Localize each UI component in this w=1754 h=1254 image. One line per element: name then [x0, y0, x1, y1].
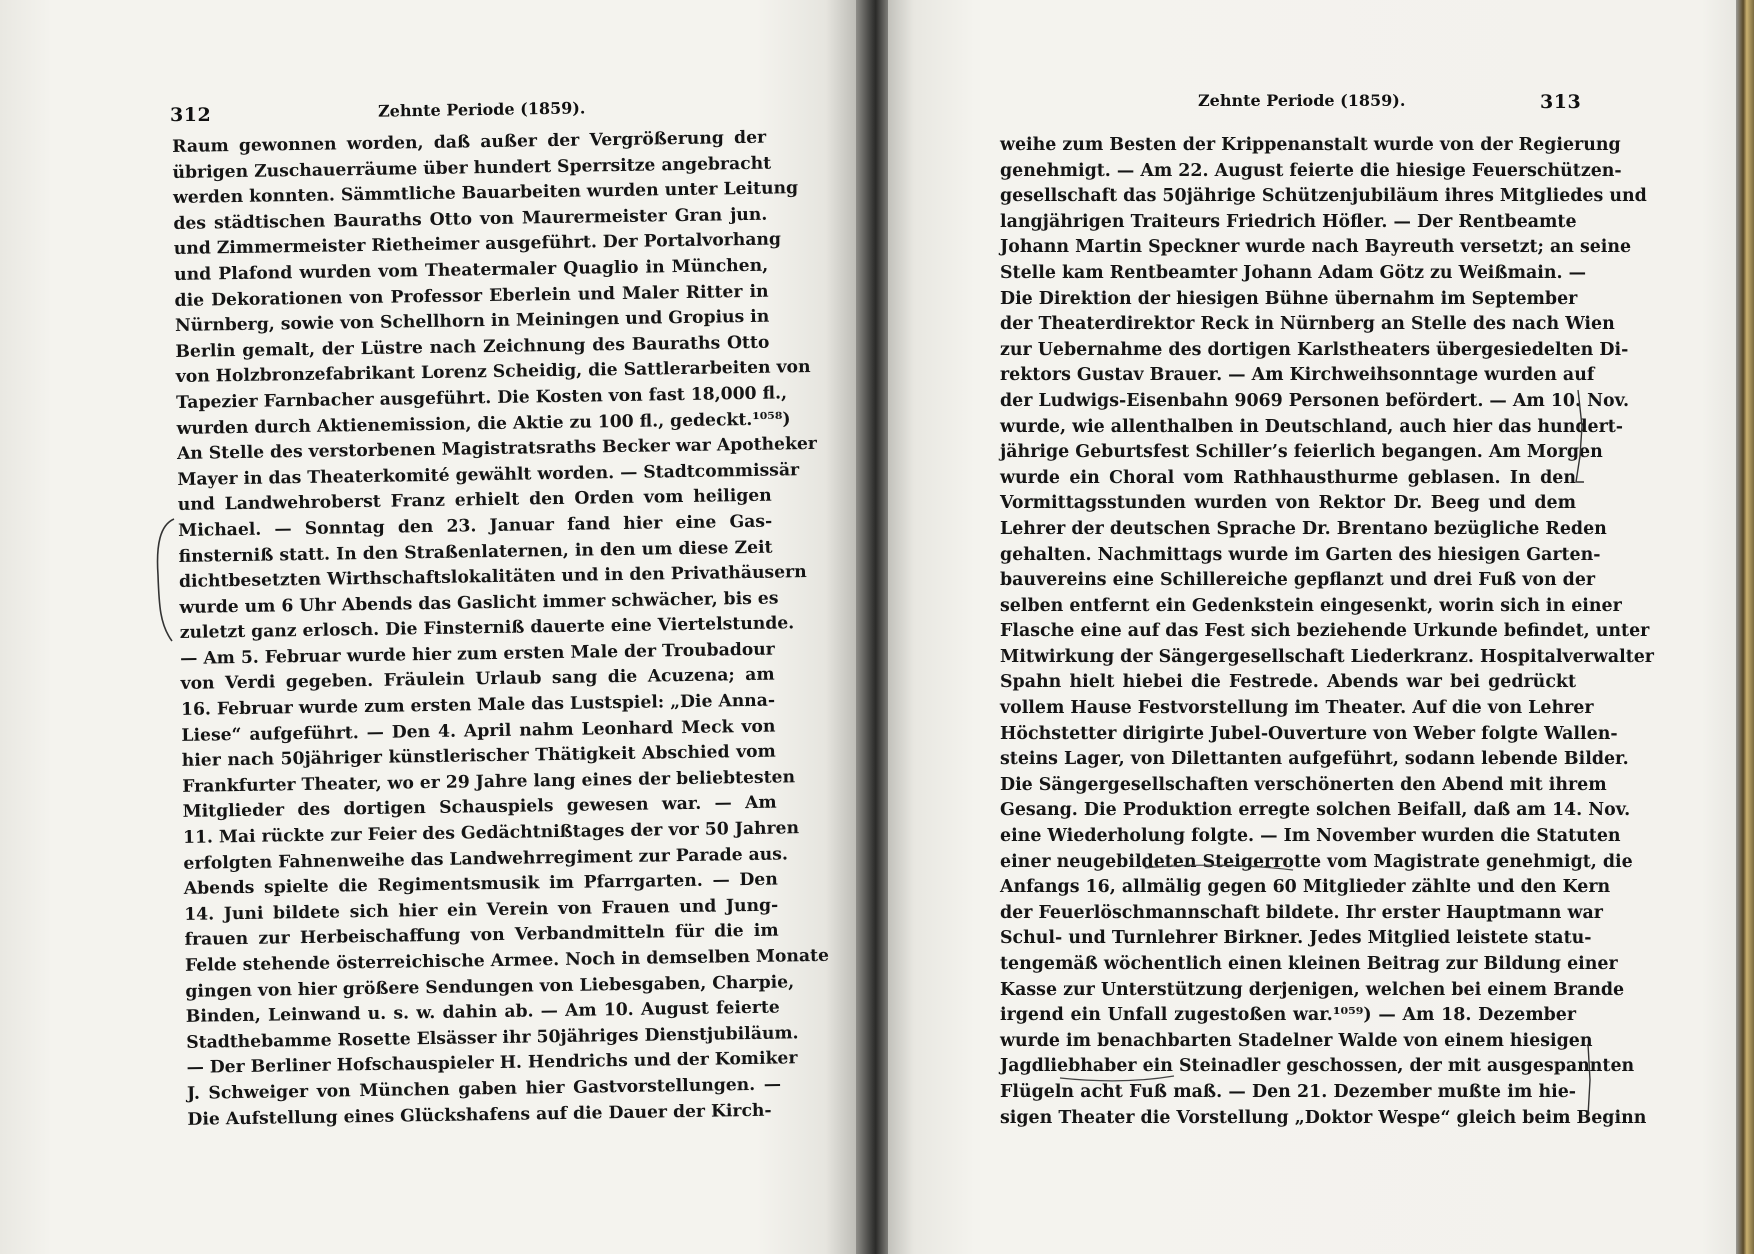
- text-line: Spahn hielt hiebei die Festrede. Abends war bei gedrückt: [1000, 672, 1576, 693]
- pencil-bracket-mark-right-1: [1574, 386, 1594, 486]
- text-line: jährige Geburtsfest Schiller’s feierlich begangen. Am Morgen: [1000, 442, 1603, 463]
- text-line: frauen zur Herbeischaffung von Verbandmitteln für die im: [184, 920, 779, 951]
- text-line: Anfangs 16, allmälig gegen 60 Mitglieder zählte und den Kern: [1000, 877, 1611, 898]
- text-line: vollem Hause Festvorstellung im Theater. Auf die von Lehrer: [1000, 698, 1594, 719]
- text-line: Mitglieder des dortigen Schauspiels gewesen war. — Am: [182, 793, 777, 823]
- text-line: Jagdliebhaber ein Steinadler geschossen, der mit ausgespannten: [1000, 1056, 1635, 1077]
- text-line: Frankfurter Theater, wo er 29 Jahre lang eines der beliebtesten: [182, 767, 796, 797]
- text-line: gehalten. Nachmittags wurde im Garten des hiesigen Garten-: [1000, 544, 1601, 565]
- text-line: genehmigt. — Am 22. August feierte die hiesige Feuerschützen-: [1000, 160, 1622, 181]
- book-edge: [1736, 0, 1754, 1254]
- text-line: Nürnberg, sowie von Schellhorn in Meiningen und Gropius in: [174, 306, 770, 337]
- left-page-body: [172, 126, 830, 1133]
- text-line: der Ludwigs-Eisenbahn 9069 Personen befördert. — Am 10. Nov.: [1000, 390, 1630, 411]
- text-line: finsterniß statt. In den Straßenlaternen, in den um diese Zeit: [178, 537, 773, 567]
- text-line: selben entfernt ein Gedenkstein eingesenkt, worin sich in einer: [1000, 595, 1622, 616]
- text-line: und Plafond wurden vom Theatermaler Quaglio in München,: [174, 255, 769, 285]
- text-line: wurde um 6 Uhr Abends das Gaslicht immer schwächer, bis es: [179, 588, 779, 618]
- text-line: rektors Gustav Brauer. — Am Kirchweihsonntage wurden auf: [1000, 365, 1595, 386]
- text-line: 14. Juni bildete sich hier ein Verein von Frauen und Jung-: [184, 895, 779, 925]
- text-line: werden konnten. Sämmtliche Bauarbeiten wurden unter Leitung: [172, 178, 799, 209]
- text-line: Die Sängergesellschaften verschönerten den Abend mit ihrem: [1000, 774, 1607, 795]
- text-line: Vormittagsstunden wurden von Rektor Dr. Beeg und dem: [1000, 493, 1576, 514]
- right-page-body: [1000, 133, 1654, 1131]
- text-line: von Verdi gegeben. Fräulein Urlaub sang die Acuzena; am: [180, 665, 775, 695]
- text-line: zur Uebernahme des dortigen Karlstheaters übergesiedelten Di-: [1000, 339, 1629, 360]
- text-line: hier nach 50jähriger künstlerischer Thätigkeit Abschied vom: [181, 741, 776, 772]
- text-line: Johann Martin Speckner wurde nach Bayreuth versetzt; an seine: [1000, 237, 1632, 258]
- text-line: Höchstetter dirigirte Jubel-Ouverture von Weber folgte Wallen-: [1000, 723, 1618, 744]
- text-line: gingen von hier größere Sendungen von Liebesgaben, Charpie,: [185, 971, 795, 1002]
- text-line: Die Aufstellung eines Glückshafens auf die Dauer der Kirch-: [187, 1100, 772, 1130]
- text-line: die Dekorationen von Professor Eberlein und Maler Ritter in: [174, 281, 769, 311]
- text-line: Stelle kam Rentbeamter Johann Adam Götz zu Weißmain. —: [1000, 262, 1587, 283]
- text-line: Flügeln acht Fuß maß. — Den 21. Dezember mußte im hie-: [1000, 1081, 1576, 1102]
- page-number-left: 312: [170, 104, 212, 126]
- text-line: — Am 5. Februar wurde hier zum ersten Male der Troubadour: [180, 639, 775, 669]
- text-line: gesellschaft das 50jährige Schützenjubiläum ihres Mitgliedes und: [1000, 186, 1647, 207]
- text-line: Felde stehende österreichische Armee. Noch in demselben Monate: [184, 945, 830, 976]
- text-line: Gesang. Die Produktion erregte solchen Beifall, daß am 14. Nov.: [1000, 800, 1631, 821]
- text-line: Michael. — Sonntag den 23. Januar fand hier eine Gas-: [178, 511, 773, 541]
- pencil-underline-mark-2: [1058, 1072, 1178, 1086]
- text-line: und Zimmermeister Rietheimer ausgeführt. Der Portalvorhang: [173, 229, 782, 260]
- page-number-right: 313: [1540, 91, 1582, 113]
- text-line: Mayer in das Theaterkomité gewählt worden. — Stadtcommissär: [177, 459, 800, 490]
- text-line: der Theaterdirektor Reck in Nürnberg an Stelle des nach Wien: [1000, 314, 1615, 335]
- text-line: wurde, wie allenthalben in Deutschland, auch hier das hundert-: [1000, 416, 1623, 437]
- text-line: Lehrer der deutschen Sprache Dr. Brentano bezügliche Reden: [1000, 518, 1607, 539]
- text-line: wurde im benachbarten Stadelner Walde von einem hiesigen: [1000, 1030, 1593, 1051]
- text-line: Abends spielte die Regimentsmusik im Pfarrgarten. — Den: [183, 869, 778, 900]
- text-line: eine Wiederholung folgte. — Im November wurden die Statuten: [1000, 826, 1621, 847]
- text-line: von Holzbronzefabrikant Lorenz Scheidig, die Sattlerarbeiten von: [175, 357, 811, 388]
- text-line: Liese“ aufgeführt. — Den 4. April nahm Leonhard Meck von: [181, 716, 776, 746]
- text-line: tengemäß wöchentlich einen kleinen Beitrag zur Bildung einer: [1000, 954, 1618, 974]
- text-line: Die Direktion der hiesigen Bühne übernahm im September: [1000, 288, 1578, 309]
- text-line: wurden durch Aktienemission, die Aktie zu 100 fl., gedeckt.¹⁰⁵⁸): [176, 408, 791, 439]
- text-line: Tapezier Farnbacher ausgeführt. Die Kosten von fast 18,000 fl.,: [176, 383, 788, 413]
- text-line: dichtbesetzten Wirthschaftslokalitäten und in den Privathäusern: [178, 562, 807, 593]
- text-line: Raum gewonnen worden, daß außer der Vergrößerung der: [172, 127, 767, 157]
- text-line: Binden, Leinwand u. s. w. dahin ab. — Am 10. August feierte: [185, 997, 780, 1028]
- text-line: 16. Februar wurde zum ersten Male das Lustspiel: „Die Anna-: [180, 690, 776, 720]
- text-line: Stadthebamme Rosette Elsässer ihr 50jähriges Dienstjubiläum.: [186, 1023, 799, 1053]
- text-line: der Feuerlöschmannschaft bildete. Ihr erster Hauptmann war: [1000, 902, 1603, 923]
- text-line: einer neugebildeten Steigerrotte vom Magistrate genehmigt, die: [1000, 851, 1633, 872]
- text-line: bauvereins eine Schillereiche gepflanzt und drei Fuß von der: [1000, 570, 1596, 591]
- text-line: J. Schweiger von München gaben hier Gastvorstellungen. —: [186, 1074, 782, 1104]
- text-line: — Der Berliner Hofschauspieler H. Hendrichs und der Komiker: [186, 1048, 798, 1079]
- text-line: Kasse zur Unterstützung derjenigen, welchen bei einem Brande: [1000, 979, 1625, 1000]
- text-line: Mitwirkung der Sängergesellschaft Liederkranz. Hospitalverwalter: [1000, 646, 1654, 667]
- left-page: [0, 0, 860, 1254]
- text-line: steins Lager, von Dilettanten aufgeführt, sodann lebende Bilder.: [1000, 749, 1629, 770]
- text-line: des städtischen Bauraths Otto von Maurermeister Gran jun.: [173, 204, 768, 234]
- pencil-bracket-mark: [150, 515, 180, 645]
- right-page: [888, 0, 1754, 1254]
- text-line: sigen Theater die Vorstellung „Doktor Wespe“ gleich beim Beginn: [1000, 1107, 1647, 1128]
- text-line: irgend ein Unfall zugestoßen war.¹⁰⁵⁹) — Am 18. Dezember: [1000, 1005, 1576, 1026]
- text-line: Flasche eine auf das Fest sich beziehende Urkunde befindet, unter: [1000, 621, 1650, 642]
- text-line: weihe zum Besten der Krippenanstalt wurde von der Regierung: [1000, 135, 1621, 155]
- text-line: langjährigen Traiteurs Friedrich Höfler. — Der Rentbeamte: [1000, 211, 1577, 232]
- book-gutter: [856, 0, 892, 1254]
- text-line: zuletzt ganz erlosch. Die Finsterniß dauerte eine Viertelstunde.: [179, 613, 795, 644]
- running-head-right: Zehnte Periode (1859).: [1198, 91, 1406, 110]
- text-line: Berlin gemalt, der Lüstre nach Zeichnung des Bauraths Otto: [175, 332, 770, 362]
- text-line: An Stelle des verstorbenen Magistratsraths Becker war Apotheker: [176, 434, 818, 465]
- pencil-underline-mark: [1143, 862, 1303, 882]
- pencil-bracket-mark-right-2: [1582, 1040, 1598, 1120]
- text-line: übrigen Zuschauerräume über hundert Sperrsitze angebracht: [172, 153, 772, 183]
- running-head-left: Zehnte Periode (1859).: [377, 98, 586, 121]
- text-line: und Landwehroberst Franz erhielt den Orden vom heiligen: [177, 485, 772, 516]
- text-line: wurde ein Choral vom Rathhausthurme geblasen. In den: [1000, 467, 1576, 488]
- text-line: Schul- und Turnlehrer Birkner. Jedes Mitglied leistete statu-: [1000, 928, 1592, 949]
- text-line: erfolgten Fahnenweihe das Landwehrregiment zur Parade aus.: [183, 844, 789, 874]
- text-line: 11. Mai rückte zur Feier des Gedächtnißtages der vor 50 Jahren: [182, 818, 800, 848]
